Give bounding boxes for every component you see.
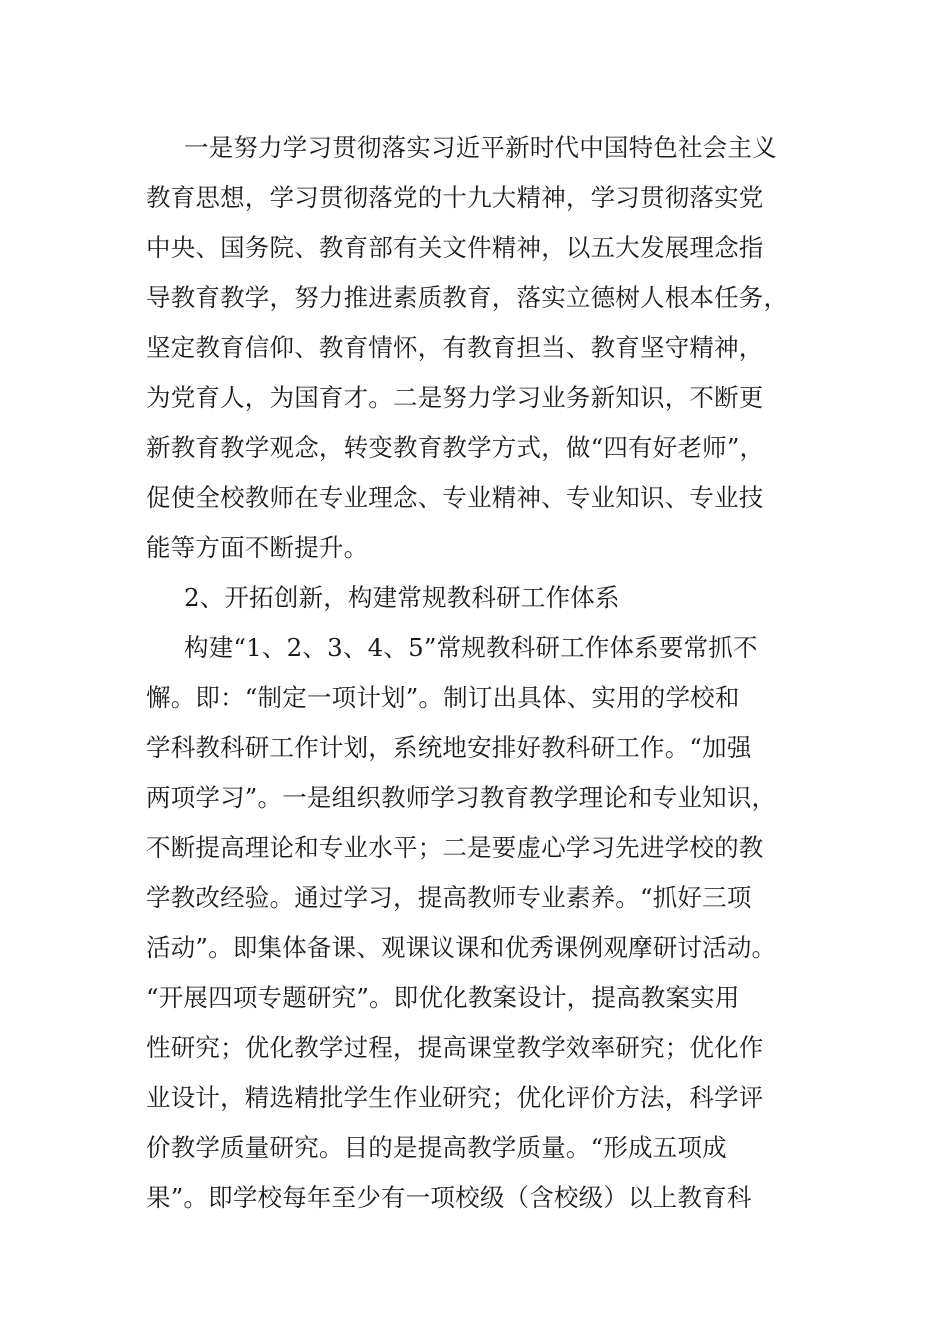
text-line: 学教改经验。通过学习，提高教师专业素养。“抓好三项 (146, 883, 752, 912)
text-line: 能等方面不断提升。 (146, 533, 369, 562)
text-line: 性研究；优化教学过程，提高课堂教学效率研究；优化作 (146, 1033, 764, 1062)
text-line: 业设计，精选精批学生作业研究；优化评价方法，科学评 (146, 1083, 764, 1112)
text-line: 教育思想，学习贯彻落党的十九大精神，学习贯彻落实党 (146, 183, 764, 212)
text-line: 为党育人，为国育才。二是努力学习业务新知识，不断更 (146, 383, 764, 412)
text-line: 两项学习”。一是组织教师学习教育教学理论和专业知识， (146, 783, 777, 812)
text-line: 果”。即学校每年至少有一项校级（含校级）以上教育科 (146, 1183, 752, 1212)
text-line: 价教学质量研究。目的是提高教学质量。“形成五项成 (146, 1133, 727, 1162)
text-line: 构建“1、2、3、4、5”常规教科研工作体系要常抓不 (184, 633, 758, 662)
text-line: 导教育教学，努力推进素质教育，落实立德树人根本任务， (146, 283, 789, 312)
text-line: 不断提高理论和专业水平；二是要虚心学习先进学校的教 (146, 833, 764, 862)
text-line: 懈。即：“制定一项计划”。制订出具体、实用的学校和 (146, 683, 740, 712)
section-heading: 2、开拓创新，构建常规教科研工作体系 (184, 583, 620, 612)
text-line: 一是努力学习贯彻落实习近平新时代中国特色社会主义 (184, 133, 777, 162)
text-line: 新教育教学观念，转变教育教学方式，做“四有好老师”， (146, 433, 765, 462)
text-line: “开展四项专题研究”。即优化教案设计，提高教案实用 (146, 983, 740, 1012)
text-line: 促使全校教师在专业理念、专业精神、专业知识、专业技 (146, 483, 764, 512)
text-line: 活动”。即集体备课、观课议课和优秀课例观摩研讨活动。 (146, 933, 777, 962)
text-line: 学科教科研工作计划，系统地安排好教科研工作。“加强 (146, 733, 752, 762)
text-line: 中央、国务院、教育部有关文件精神，以五大发展理念指 (146, 233, 764, 262)
text-line: 坚定教育信仰、教育情怀，有教育担当、教育坚守精神， (146, 333, 764, 362)
